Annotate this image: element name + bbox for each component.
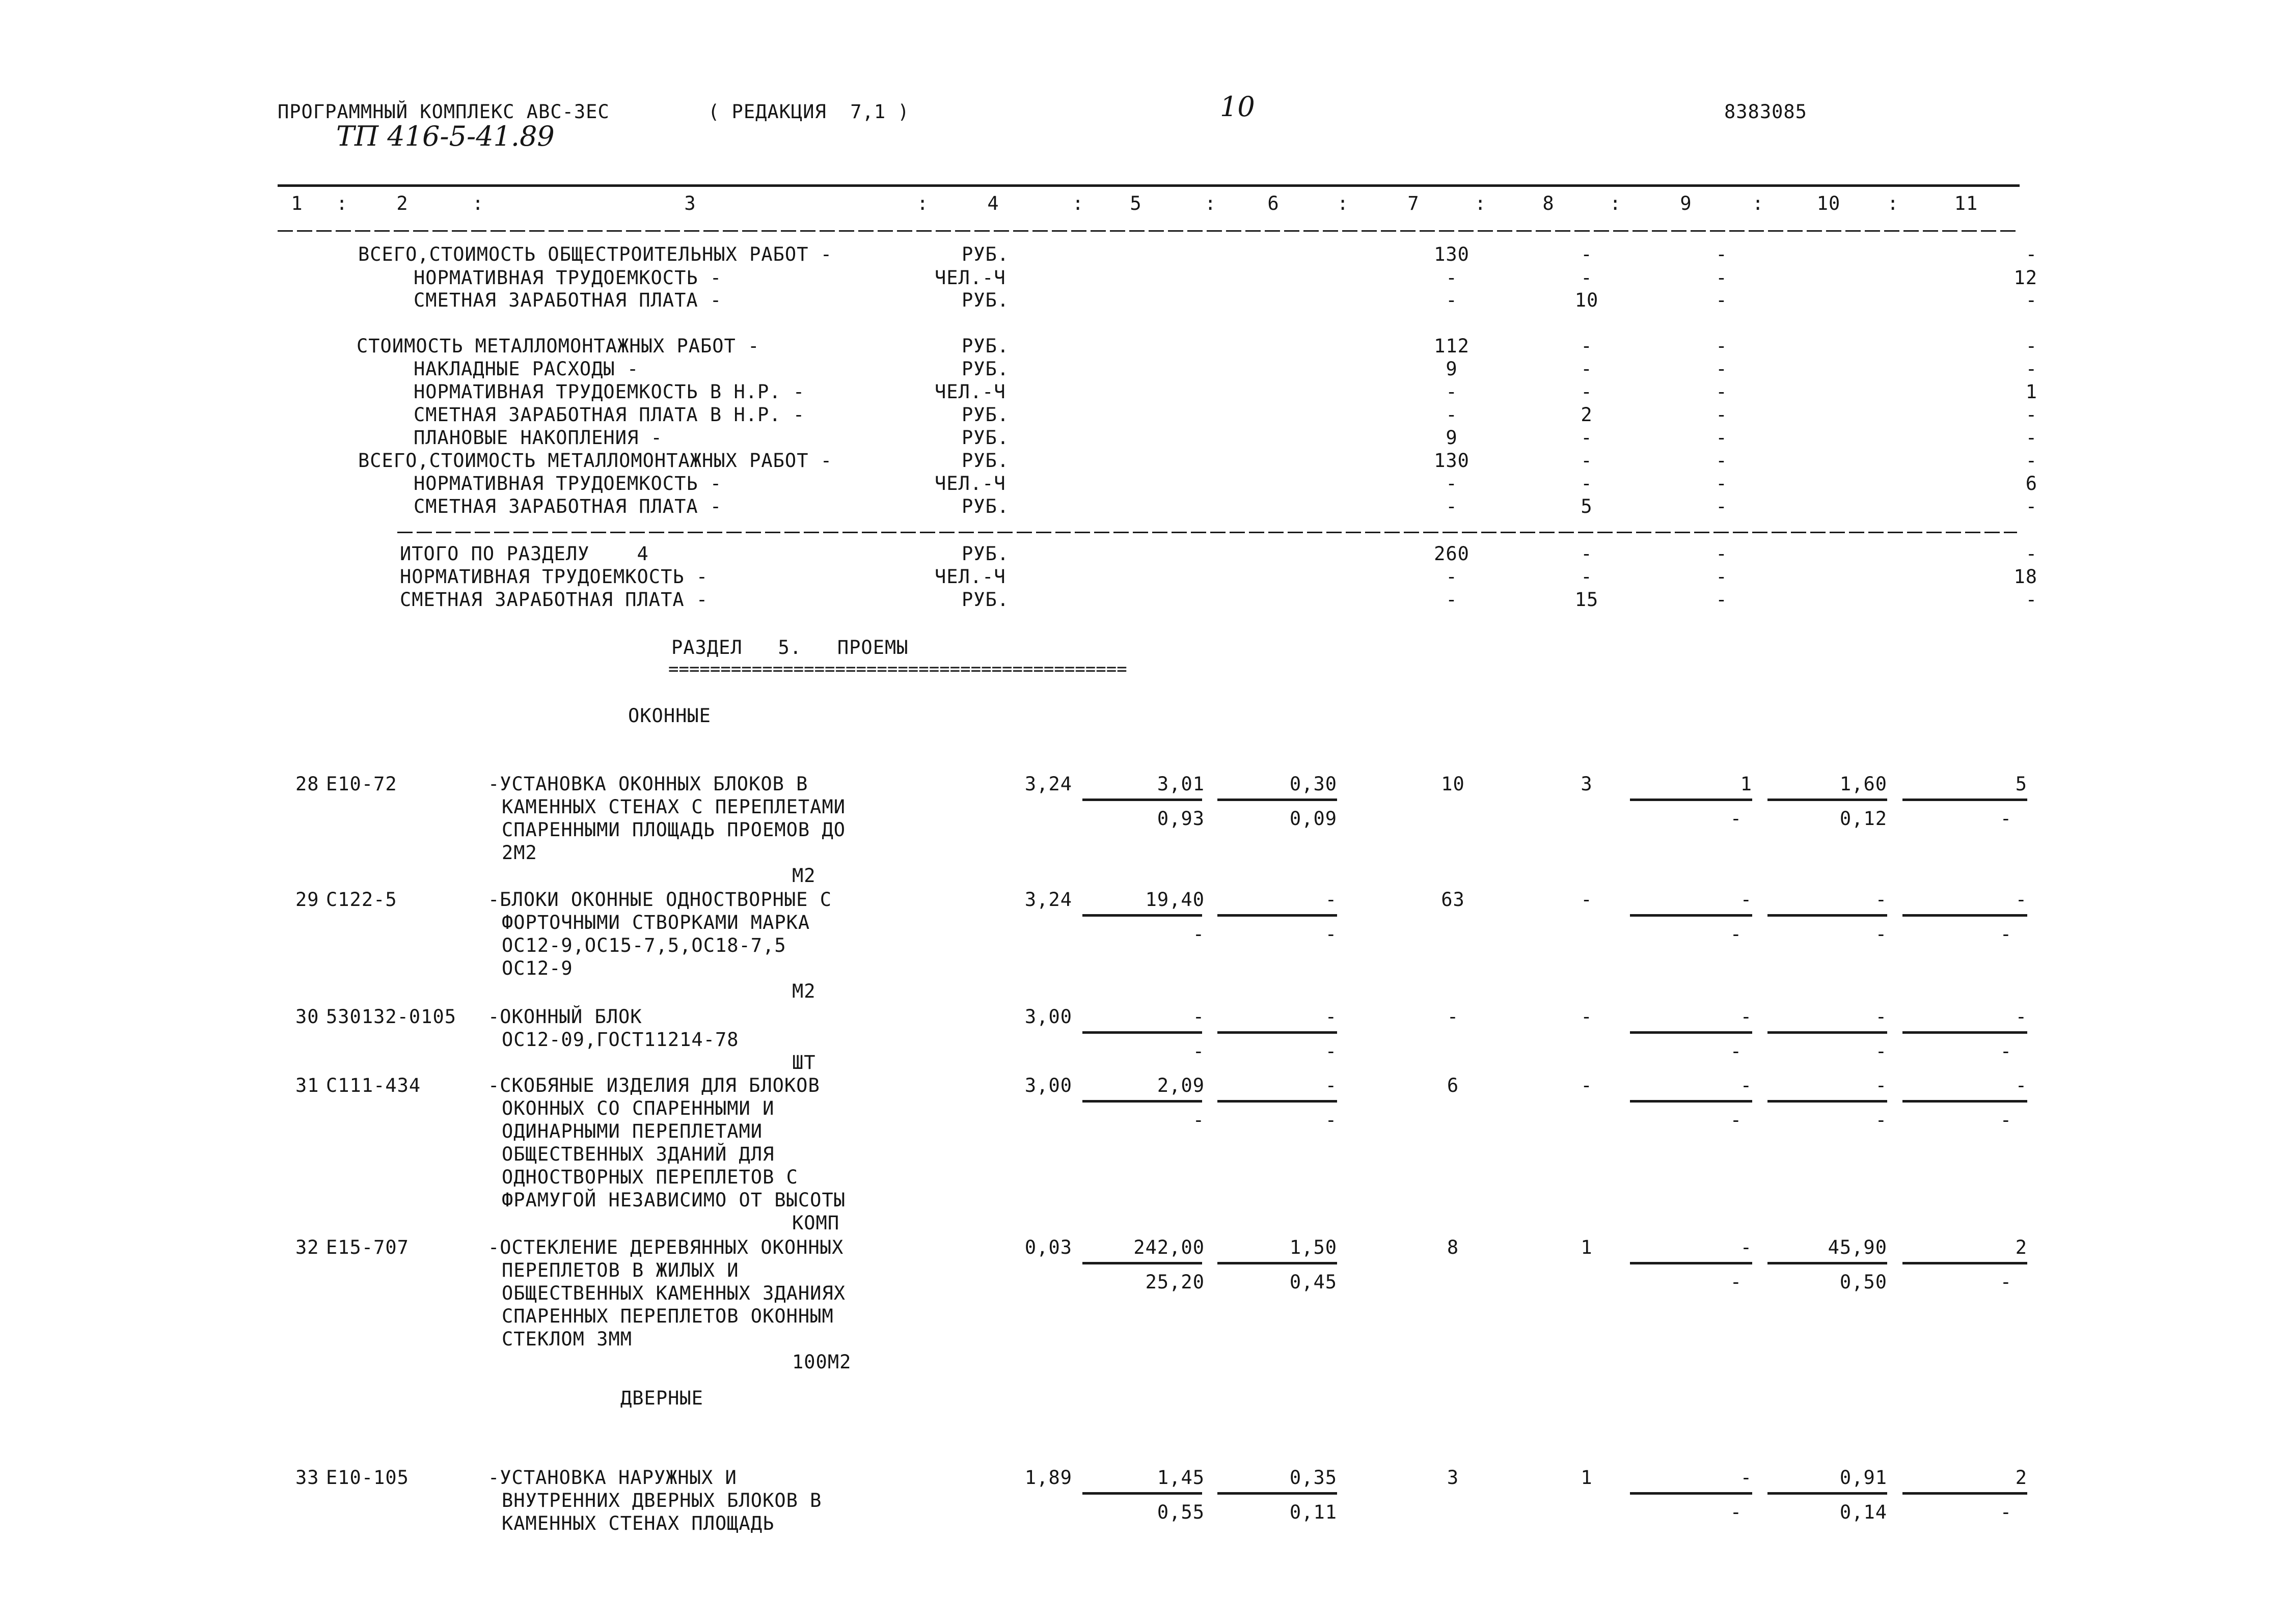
item-code: 530132-0105: [326, 1006, 457, 1028]
fraction-rule: [1217, 1031, 1337, 1034]
summary-col11: -: [2025, 289, 2037, 311]
fraction-rule: [1767, 1262, 1887, 1264]
summary-col11: -: [2025, 404, 2037, 426]
summary-col8: -: [1581, 427, 1593, 449]
fraction-rule: [1630, 1262, 1752, 1264]
summary-unit: РУБ.: [962, 404, 1010, 426]
summary-col7: 112: [1434, 335, 1469, 357]
item-description-line: -УСТАНОВКА ОКОННЫХ БЛОКОВ В: [488, 773, 808, 795]
item-col10-lower: 0,14: [1839, 1501, 1887, 1523]
item-col7: 6: [1447, 1075, 1459, 1096]
summary-col7: -: [1446, 267, 1458, 289]
item-description-line: -СКОБЯНЫЕ ИЗДЕЛИЯ ДЛЯ БЛОКОВ: [488, 1075, 820, 1096]
item-col9-lower: -: [1730, 1040, 1742, 1062]
item-col11-lower: -: [2000, 923, 2012, 945]
column-header-3: 3: [684, 192, 696, 214]
item-col8: 3: [1581, 773, 1593, 795]
item-col10: -: [1875, 1006, 1887, 1028]
item-col9-lower: -: [1730, 1271, 1742, 1293]
item-unit: ШТ: [792, 1052, 816, 1074]
page-number: 10: [1220, 91, 1255, 123]
item-col8: -: [1581, 1075, 1593, 1096]
program-title: ПРОГРАММНЫЙ КОМПЛЕКС АВС-3ЕС: [278, 101, 610, 123]
summary-col11: -: [2025, 543, 2037, 565]
item-col5-lower: 0,55: [1157, 1501, 1205, 1523]
summary-col11: -: [2025, 358, 2037, 380]
summary-label: НОРМАТИВНАЯ ТРУДОЕМКОСТЬ -: [414, 267, 722, 289]
item-col11: 5: [2015, 773, 2027, 795]
item-col6: 0,35: [1289, 1467, 1337, 1489]
column-separator: :: [1475, 192, 1487, 214]
column-separator: :: [1610, 192, 1622, 214]
item-col9: -: [1740, 1006, 1752, 1028]
summary-unit: РУБ.: [962, 450, 1010, 472]
summary-col8: -: [1581, 335, 1593, 357]
summary-col9: -: [1716, 543, 1728, 565]
item-description-line: -ОКОННЫЙ БЛОК: [488, 1006, 642, 1028]
column-separator: :: [1205, 192, 1217, 214]
fraction-rule: [1902, 799, 2027, 801]
item-col8: -: [1581, 1006, 1593, 1028]
summary-col9: -: [1716, 473, 1728, 494]
summary-label: ИТОГО ПО РАЗДЕЛУ 4: [400, 543, 649, 565]
summary-unit: ЧЕЛ.-Ч: [935, 267, 1006, 289]
fraction-rule: [1217, 799, 1337, 801]
item-col7: 63: [1441, 889, 1465, 911]
column-header-4: 4: [987, 192, 999, 214]
column-header-7: 7: [1407, 192, 1420, 214]
summary-unit: РУБ.: [962, 543, 1010, 565]
program-edition: ( РЕДАКЦИЯ 7,1 ): [708, 101, 910, 123]
fraction-rule: [1082, 1031, 1202, 1034]
item-col4: 3,00: [1024, 1006, 1072, 1028]
item-description-line: ОБЩЕСТВЕННЫХ ЗДАНИЙ ДЛЯ: [502, 1143, 775, 1165]
item-col7: 10: [1441, 773, 1465, 795]
summary-col8: -: [1581, 450, 1593, 472]
summary-label: ПЛАНОВЫЕ НАКОПЛЕНИЯ -: [414, 427, 663, 449]
summary-col7: -: [1446, 381, 1458, 403]
summary-col9: -: [1716, 335, 1728, 357]
summary-col7: 130: [1434, 450, 1469, 472]
item-col6: 1,50: [1289, 1236, 1337, 1258]
summary-col11: 1: [2025, 381, 2037, 403]
item-col5: -: [1192, 1006, 1205, 1028]
table-top-rule: [278, 184, 2020, 187]
item-number: 31: [295, 1075, 319, 1096]
summary-unit: РУБ.: [962, 335, 1010, 357]
item-col9-lower: -: [1730, 923, 1742, 945]
item-col6-lower: 0,09: [1289, 808, 1337, 830]
item-col11-lower: -: [2000, 808, 2012, 830]
item-col11-lower: -: [2000, 1109, 2012, 1131]
summary-unit: РУБ.: [962, 243, 1010, 265]
summary-col8: -: [1581, 381, 1593, 403]
fraction-rule: [1630, 1492, 1752, 1495]
summary-label: ВСЕГО,СТОИМОСТЬ МЕТАЛЛОМОНТАЖНЫХ РАБОТ -: [358, 450, 833, 472]
item-col8: 1: [1581, 1236, 1593, 1258]
item-col6: -: [1325, 1075, 1337, 1096]
item-description-line: КАМЕННЫХ СТЕНАХ С ПЕРЕПЛЕТАМИ: [502, 796, 846, 818]
fraction-rule: [1082, 1492, 1202, 1495]
fraction-rule: [1082, 799, 1202, 801]
item-description-line: -УСТАНОВКА НАРУЖНЫХ И: [488, 1467, 737, 1489]
summary-col7: -: [1446, 589, 1458, 611]
summary-col8: -: [1581, 473, 1593, 494]
item-code: Е10-105: [326, 1467, 409, 1489]
item-description-line: ОДИНАРНЫМИ ПЕРЕПЛЕТАМИ: [502, 1120, 763, 1142]
item-description-line: -БЛОКИ ОКОННЫЕ ОДНОСТВОРНЫЕ С: [488, 889, 832, 911]
fraction-rule: [1767, 1100, 1887, 1103]
summary-col9: -: [1716, 289, 1728, 311]
summary-unit: РУБ.: [962, 427, 1010, 449]
item-col7: 8: [1447, 1236, 1459, 1258]
item-col5: 2,09: [1157, 1075, 1205, 1096]
summary-col9: -: [1716, 358, 1728, 380]
item-col5: 242,00: [1133, 1236, 1205, 1258]
summary-col11: -: [2025, 427, 2037, 449]
summary-col8: 15: [1574, 589, 1599, 611]
fraction-rule: [1767, 1492, 1887, 1495]
item-description-line: ФОРТОЧНЫМИ СТВОРКАМИ МАРКА: [502, 912, 810, 933]
column-separator: :: [1752, 192, 1764, 214]
item-col4: 3,00: [1024, 1075, 1072, 1096]
item-col10-lower: 0,50: [1839, 1271, 1887, 1293]
item-description-line: ВНУТРЕННИХ ДВЕРНЫХ БЛОКОВ В: [502, 1490, 822, 1511]
item-col5: 19,40: [1145, 889, 1205, 911]
item-col6: -: [1325, 1006, 1337, 1028]
item-unit: 100М2: [792, 1351, 852, 1373]
item-col6-lower: -: [1325, 1109, 1337, 1131]
item-code: С111-434: [326, 1075, 421, 1096]
item-number: 30: [295, 1006, 319, 1028]
item-description-line: ОБЩЕСТВЕННЫХ КАМЕННЫХ ЗДАНИЯХ: [502, 1282, 846, 1304]
summary-col9: -: [1716, 243, 1728, 265]
summary-col9: -: [1716, 404, 1728, 426]
item-description-line: СТЕКЛОМ 3ММ: [502, 1328, 633, 1350]
item-description-line: СПАРЕННЫМИ ПЛОЩАДЬ ПРОЕМОВ ДО: [502, 819, 846, 841]
summary-label: СМЕТНАЯ ЗАРАБОТНАЯ ПЛАТА -: [400, 589, 709, 611]
item-col4: 3,24: [1024, 773, 1072, 795]
item-col9: 1: [1740, 773, 1752, 795]
fraction-rule: [1767, 799, 1887, 801]
summary-col11: 6: [2025, 473, 2037, 494]
item-col5-lower: -: [1192, 1109, 1205, 1131]
item-number: 33: [295, 1467, 319, 1489]
item-col9: -: [1740, 889, 1752, 911]
fraction-rule: [1217, 914, 1337, 917]
column-separator: :: [1887, 192, 1899, 214]
item-col11-lower: -: [2000, 1040, 2012, 1062]
summary-col9: -: [1716, 450, 1728, 472]
summary-col9: -: [1716, 589, 1728, 611]
item-description-line: КАМЕННЫХ СТЕНАХ ПЛОЩАДЬ: [502, 1512, 775, 1534]
summary-label: СТОИМОСТЬ МЕТАЛЛОМОНТАЖНЫХ РАБОТ -: [357, 335, 760, 357]
item-col9-lower: -: [1730, 808, 1742, 830]
fraction-rule: [1630, 799, 1752, 801]
column-separator: :: [1337, 192, 1349, 214]
summary-col9: -: [1716, 427, 1728, 449]
summary-label: СМЕТНАЯ ЗАРАБОТНАЯ ПЛАТА -: [414, 496, 722, 517]
summary-col11: -: [2025, 450, 2037, 472]
summary-col8: 10: [1574, 289, 1599, 311]
column-header-rule: [278, 230, 2020, 232]
item-code: С122-5: [326, 889, 397, 911]
item-description-line: ПЕРЕПЛЕТОВ В ЖИЛЫХ И: [502, 1259, 739, 1281]
item-col11: -: [2015, 889, 2027, 911]
item-col9-lower: -: [1730, 1501, 1742, 1523]
summary-label: НАКЛАДНЫЕ РАСХОДЫ -: [414, 358, 639, 380]
item-col8: 1: [1581, 1467, 1593, 1489]
summary-col8: 5: [1581, 496, 1593, 517]
summary-col7: -: [1446, 566, 1458, 588]
fraction-rule: [1082, 914, 1202, 917]
summary-col8: -: [1581, 358, 1593, 380]
item-description-line: ОКОННЫХ СО СПАРЕННЫМИ И: [502, 1097, 775, 1119]
item-unit: КОМП: [792, 1212, 840, 1234]
item-col8: -: [1581, 889, 1593, 911]
fraction-rule: [1217, 1100, 1337, 1103]
item-col10-lower: -: [1875, 923, 1887, 945]
item-col7: 3: [1447, 1467, 1459, 1489]
item-col11: 2: [2015, 1236, 2027, 1258]
column-header-8: 8: [1542, 192, 1555, 214]
column-separator: :: [472, 192, 484, 214]
column-header-9: 9: [1680, 192, 1692, 214]
summary-label: НОРМАТИВНАЯ ТРУДОЕМКОСТЬ -: [414, 473, 722, 494]
summary-col9: -: [1716, 566, 1728, 588]
item-col9-lower: -: [1730, 1109, 1742, 1131]
summary-unit: РУБ.: [962, 358, 1010, 380]
project-number: ТП 416-5-41.89: [336, 120, 555, 152]
item-description-line: -ОСТЕКЛЕНИЕ ДЕРЕВЯННЫХ ОКОННЫХ: [488, 1236, 844, 1258]
summary-col7: -: [1446, 404, 1458, 426]
section-title: РАЗДЕЛ 5. ПРОЕМЫ: [671, 637, 909, 658]
item-col6-lower: -: [1325, 1040, 1337, 1062]
item-col9: -: [1740, 1467, 1752, 1489]
summary-col7: 260: [1434, 543, 1469, 565]
summary-unit: ЧЕЛ.-Ч: [935, 473, 1006, 494]
column-header-10: 10: [1816, 192, 1841, 214]
item-col10-lower: -: [1875, 1040, 1887, 1062]
item-col6: -: [1325, 889, 1337, 911]
item-number: 29: [295, 889, 319, 911]
fraction-rule: [1217, 1262, 1337, 1264]
item-description-line: ФРАМУГОЙ НЕЗАВИСИМО ОТ ВЫСОТЫ: [502, 1189, 846, 1211]
item-description-line: 2М2: [502, 842, 537, 864]
column-header-6: 6: [1267, 192, 1280, 214]
summary-col9: -: [1716, 496, 1728, 517]
item-col4: 0,03: [1024, 1236, 1072, 1258]
summary-label: НОРМАТИВНАЯ ТРУДОЕМКОСТЬ В Н.Р. -: [414, 381, 805, 403]
item-col6: 0,30: [1289, 773, 1337, 795]
summary-col11: -: [2025, 496, 2037, 517]
item-description-line: ОС12-9: [502, 957, 573, 979]
summary-unit: РУБ.: [962, 496, 1010, 517]
item-col10: -: [1875, 1075, 1887, 1096]
item-col9: -: [1740, 1236, 1752, 1258]
fraction-rule: [1902, 914, 2027, 917]
fraction-rule: [1082, 1100, 1202, 1103]
item-col5-lower: -: [1192, 923, 1205, 945]
item-code: Е10-72: [326, 773, 397, 795]
summary-col11: 12: [2013, 267, 2037, 289]
column-header-5: 5: [1130, 192, 1142, 214]
summary-col8: -: [1581, 267, 1593, 289]
fraction-rule: [1902, 1100, 2027, 1103]
fraction-rule: [1217, 1492, 1337, 1495]
fraction-rule: [1767, 1031, 1887, 1034]
summary-col7: -: [1446, 289, 1458, 311]
summary-unit: РУБ.: [962, 289, 1010, 311]
fraction-rule: [1630, 914, 1752, 917]
summary-col8: -: [1581, 243, 1593, 265]
summary-col7: 9: [1446, 358, 1458, 380]
summary-col11: -: [2025, 589, 2037, 611]
item-col5: 1,45: [1157, 1467, 1205, 1489]
summary-col7: 130: [1434, 243, 1469, 265]
item-col11: -: [2015, 1075, 2027, 1096]
summary-unit: ЧЕЛ.-Ч: [935, 381, 1006, 403]
item-description-line: ОС12-09,ГОСТ11214-78: [502, 1029, 739, 1051]
item-col4: 1,89: [1024, 1467, 1072, 1489]
summary-label: НОРМАТИВНАЯ ТРУДОЕМКОСТЬ -: [400, 566, 709, 588]
item-col5: 3,01: [1157, 773, 1205, 795]
item-col7: -: [1447, 1006, 1459, 1028]
item-col11-lower: -: [2000, 1501, 2012, 1523]
fraction-rule: [1630, 1100, 1752, 1103]
item-description-line: ОДНОСТВОРНЫХ ПЕРЕПЛЕТОВ С: [502, 1166, 798, 1188]
item-col10: 45,90: [1828, 1236, 1887, 1258]
document-code: 8383085: [1724, 101, 1807, 123]
item-col4: 3,24: [1024, 889, 1072, 911]
item-col6-lower: 0,11: [1289, 1501, 1337, 1523]
summary-label: СМЕТНАЯ ЗАРАБОТНАЯ ПЛАТА В Н.Р. -: [414, 404, 805, 426]
item-number: 28: [295, 773, 319, 795]
summary-col8: -: [1581, 566, 1593, 588]
item-description-line: ОС12-9,ОС15-7,5,ОС18-7,5: [502, 934, 786, 956]
item-col6-lower: 0,45: [1289, 1271, 1337, 1293]
summary-col9: -: [1716, 267, 1728, 289]
item-number: 32: [295, 1236, 319, 1258]
summary-unit: ЧЕЛ.-Ч: [935, 566, 1006, 588]
column-header-1: 1: [291, 192, 303, 214]
item-col11-lower: -: [2000, 1271, 2012, 1293]
fraction-rule: [1902, 1492, 2027, 1495]
subsection-doors: ДВЕРНЫЕ: [620, 1387, 703, 1409]
item-col9: -: [1740, 1075, 1752, 1096]
fraction-rule: [1902, 1031, 2027, 1034]
summary-col8: 2: [1581, 404, 1593, 426]
column-header-11: 11: [1954, 192, 1978, 214]
item-unit: М2: [792, 865, 816, 887]
column-header-2: 2: [396, 192, 409, 214]
fraction-rule: [1902, 1262, 2027, 1264]
summary-label: СМЕТНАЯ ЗАРАБОТНАЯ ПЛАТА -: [414, 289, 722, 311]
summary-label: ВСЕГО,СТОИМОСТЬ ОБЩЕСТРОИТЕЛЬНЫХ РАБОТ -: [358, 243, 833, 265]
column-separator: :: [917, 192, 929, 214]
column-separator: :: [336, 192, 348, 214]
item-col5-lower: 25,20: [1145, 1271, 1205, 1293]
item-col10: 1,60: [1839, 773, 1887, 795]
column-separator: :: [1072, 192, 1084, 214]
fraction-rule: [1630, 1031, 1752, 1034]
item-col10: -: [1875, 889, 1887, 911]
subtotal-rule: [397, 532, 2017, 533]
item-col5-lower: 0,93: [1157, 808, 1205, 830]
fraction-rule: [1767, 914, 1887, 917]
item-col11: -: [2015, 1006, 2027, 1028]
summary-col11: -: [2025, 243, 2037, 265]
item-col11: 2: [2015, 1467, 2027, 1489]
fraction-rule: [1082, 1262, 1202, 1264]
summary-unit: РУБ.: [962, 589, 1010, 611]
item-col10-lower: 0,12: [1839, 808, 1887, 830]
summary-col9: -: [1716, 381, 1728, 403]
item-code: Е15-707: [326, 1236, 409, 1258]
summary-col7: -: [1446, 473, 1458, 494]
item-col10: 0,91: [1839, 1467, 1887, 1489]
item-col10-lower: -: [1875, 1109, 1887, 1131]
item-unit: М2: [792, 980, 816, 1002]
summary-col8: -: [1581, 543, 1593, 565]
subsection-windows: ОКОННЫЕ: [628, 705, 711, 727]
item-description-line: СПАРЕННЫХ ПЕРЕПЛЕТОВ ОКОННЫМ: [502, 1305, 834, 1327]
summary-col7: -: [1446, 496, 1458, 517]
item-col5-lower: -: [1192, 1040, 1205, 1062]
summary-col7: 9: [1446, 427, 1458, 449]
item-col6-lower: -: [1325, 923, 1337, 945]
summary-col11: -: [2025, 335, 2037, 357]
summary-col11: 18: [2013, 566, 2037, 588]
section-underline: ============================================: [668, 659, 1127, 679]
